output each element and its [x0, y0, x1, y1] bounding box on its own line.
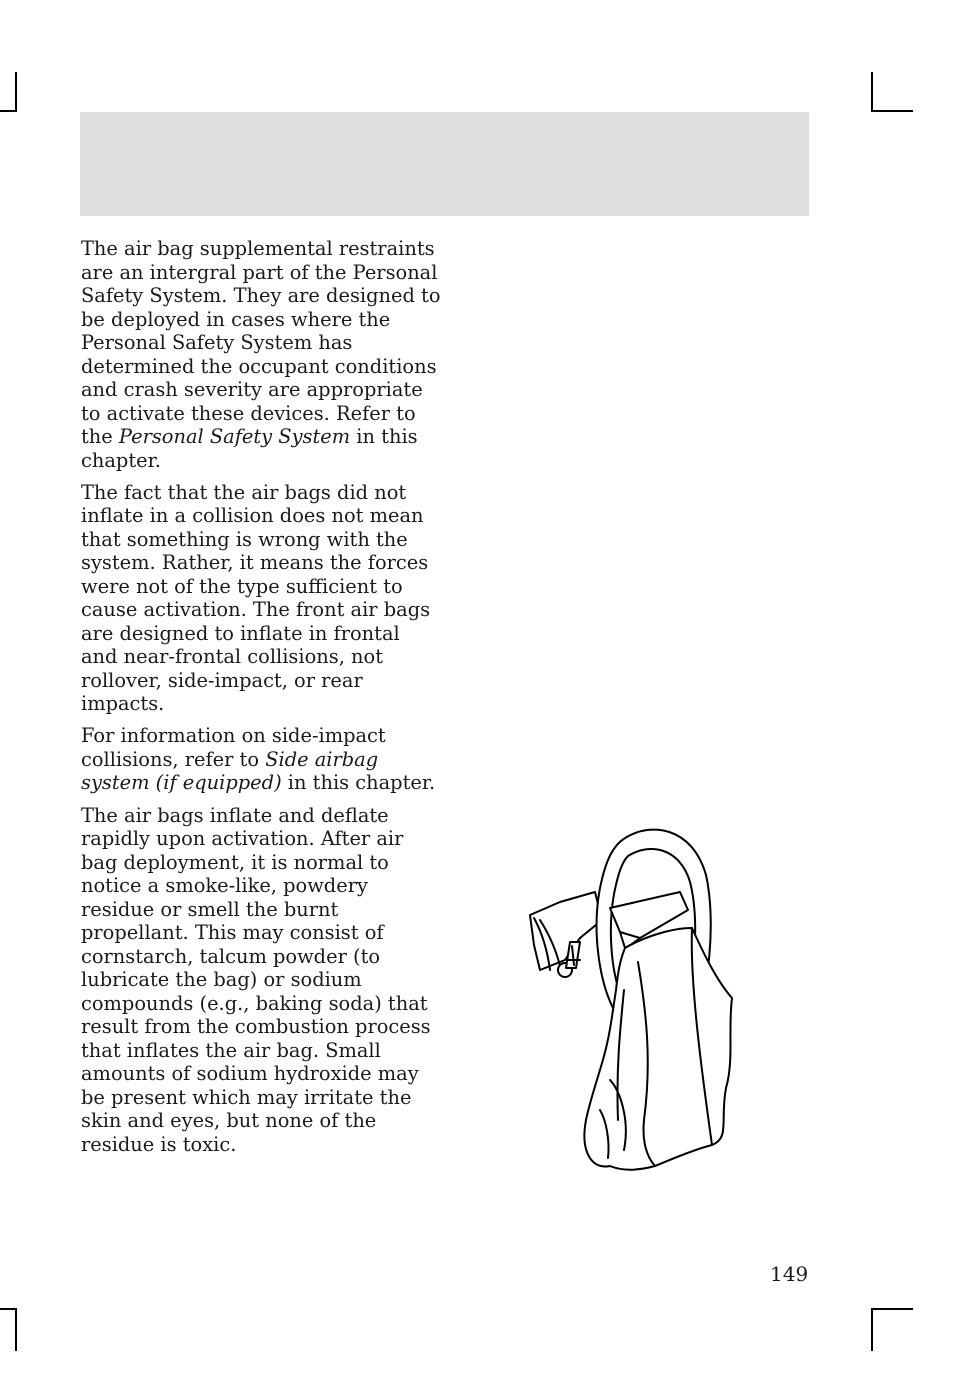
crop-mark-bottom-left-vertical: [15, 1308, 17, 1351]
reference-side-airbag-system: Side airbag system (if equipped): [81, 747, 379, 795]
crop-mark-top-left-vertical: [15, 72, 17, 112]
paragraph-4: The air bags inflate and deflate rapidly upon activation. After air bag deployment, it is normal to notice a smoke-like, powdery residue or smell the burnt propellant. This may consist of cornstarch, talcum powder (to lubricate the bag) or sodium compounds (e.g., baking soda) that result from the combustion process that inflates the air bag. Small amounts of sodium hydroxide may be present which may irritate the skin and eyes, but none of the residue is toxic.: [81, 803, 431, 1156]
section-header-band: [80, 112, 809, 216]
deployed-airbag-steering-wheel-icon: [520, 820, 750, 1180]
crop-mark-top-right-horizontal: [871, 110, 913, 112]
paragraph-3: For information on side-impact collisions, refer to Side airbag system (if equipped) in this chapter.: [81, 724, 436, 795]
crop-mark-top-right-vertical: [871, 72, 873, 112]
crop-mark-top-left-horizontal: [0, 110, 17, 112]
crop-mark-bottom-right-horizontal: [871, 1308, 913, 1310]
crop-mark-bottom-right-vertical: [871, 1308, 873, 1351]
reference-personal-safety-system: Personal Safety System: [118, 425, 351, 448]
paragraph-1: The air bag supplemental restraints are an intergral part of the Personal Safety System. They are designed to be deployed in cases where the Personal Safety System has determined the occupant conditions and crash severity are appropriate to activate these devices. Refer to the Personal Safety System in this chapter.: [81, 237, 441, 472]
paragraph-2: The fact that the air bags did not inflate in a collision does not mean that something is wrong with the system. Rather, it means the forces were not of the type sufficient to cause activation. The front air bags are designed to inflate in frontal and near-frontal collisions, not rollover, side-impact, or rear impacts.: [81, 480, 431, 716]
page-number: 149: [770, 1262, 809, 1286]
body-text-column: [81, 237, 441, 1165]
